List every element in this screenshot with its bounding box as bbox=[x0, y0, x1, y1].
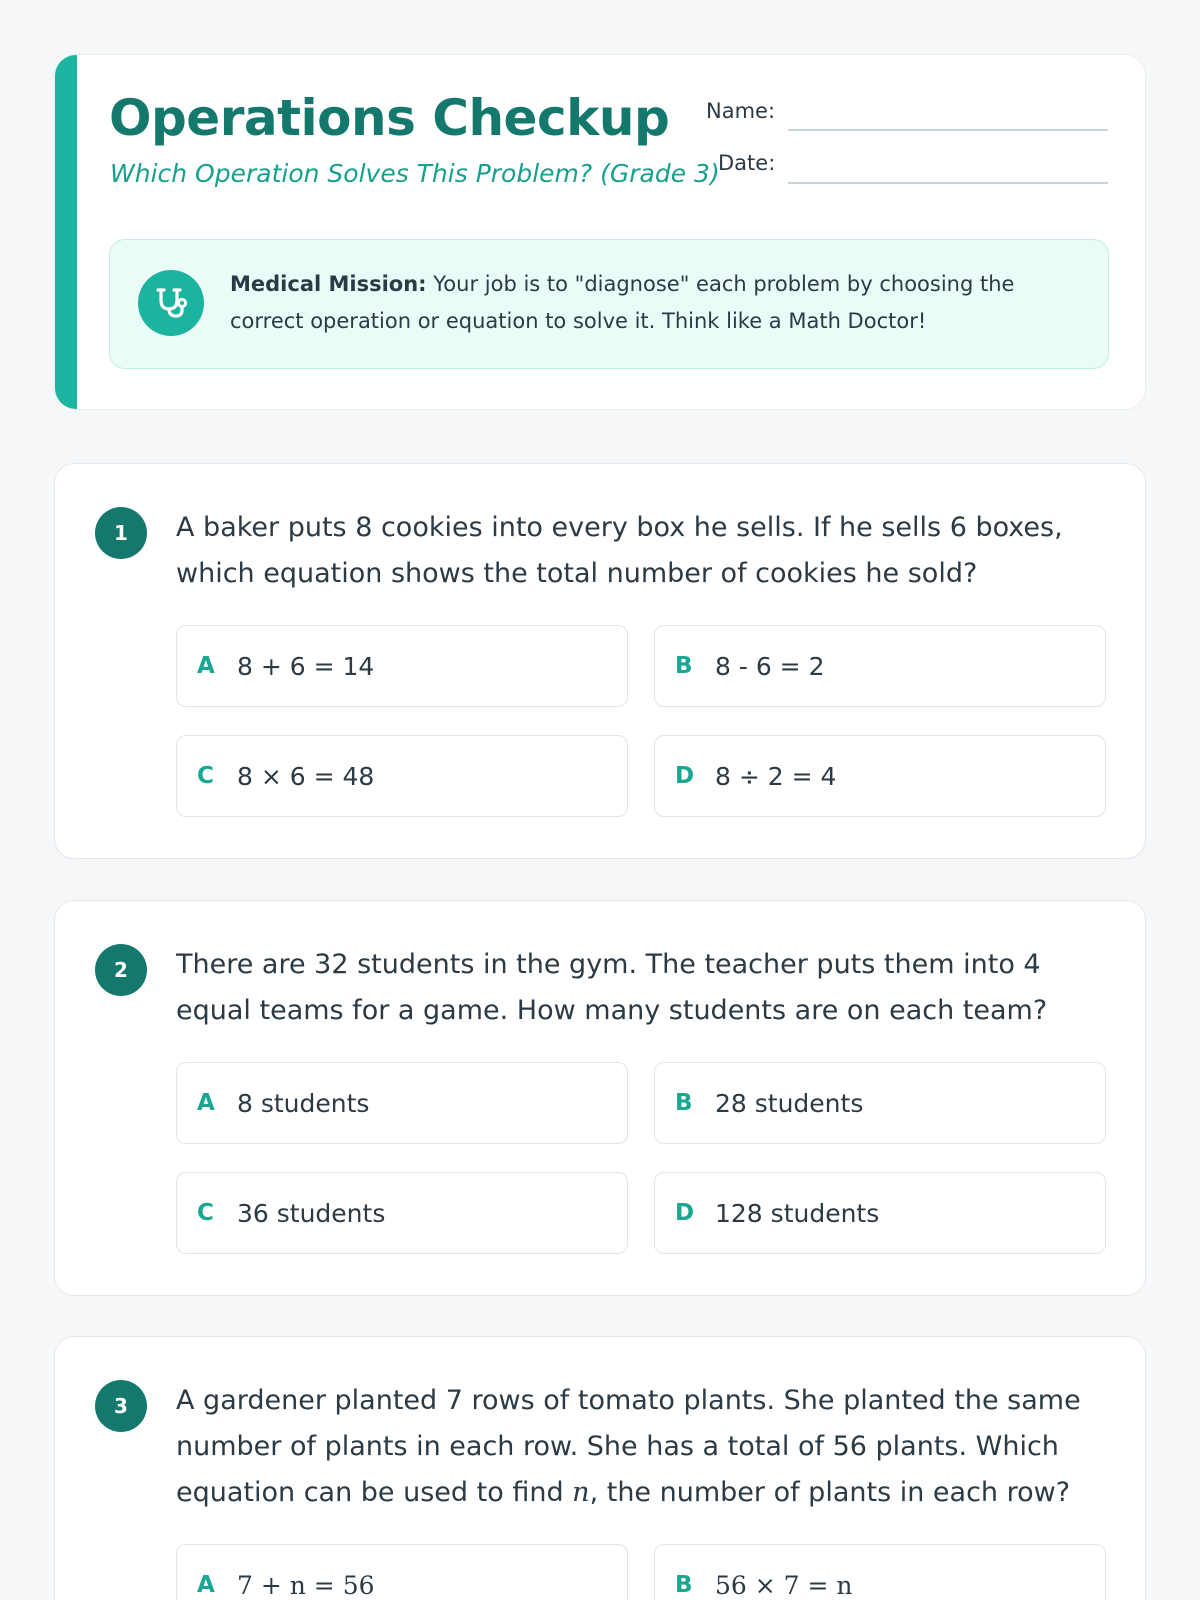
name-field[interactable] bbox=[788, 129, 1108, 131]
header-card bbox=[54, 54, 1146, 410]
option-letter: B bbox=[675, 1572, 693, 1598]
option-text: 56 × 7 = n bbox=[715, 1570, 853, 1600]
mission-label: Medical Mission: bbox=[230, 272, 427, 296]
option-letter: D bbox=[675, 763, 695, 789]
option-text: 7 + n = 56 bbox=[237, 1570, 375, 1600]
stethoscope-icon bbox=[138, 270, 204, 336]
option-a[interactable] bbox=[176, 625, 628, 707]
option-letter: B bbox=[675, 1090, 693, 1116]
option-text: 8 + 6 = 14 bbox=[237, 651, 375, 681]
question-card-2 bbox=[54, 900, 1146, 1296]
option-a[interactable] bbox=[176, 1062, 628, 1144]
date-label: Date: bbox=[718, 151, 776, 175]
page-subtitle: Which Operation Solves This Problem? (Grade 3) bbox=[110, 159, 720, 188]
question-number-badge: 1 bbox=[95, 507, 147, 559]
option-text: 8 × 6 = 48 bbox=[237, 761, 375, 791]
option-text: 128 students bbox=[715, 1198, 880, 1228]
option-letter: A bbox=[197, 653, 215, 679]
option-text: 28 students bbox=[715, 1088, 864, 1118]
option-letter: A bbox=[197, 1572, 215, 1598]
question-number-badge: 2 bbox=[95, 944, 147, 996]
question-card-1 bbox=[54, 463, 1146, 859]
option-text: 36 students bbox=[237, 1198, 386, 1228]
question-text-end: , the number of plants in each row? bbox=[589, 1477, 1071, 1508]
question-number-badge: 3 bbox=[95, 1380, 147, 1432]
option-letter: B bbox=[675, 653, 693, 679]
header-accent-bar bbox=[55, 55, 77, 409]
date-field[interactable] bbox=[788, 182, 1108, 184]
option-a[interactable] bbox=[176, 1544, 628, 1600]
option-d[interactable] bbox=[654, 1172, 1106, 1254]
option-d[interactable] bbox=[654, 735, 1106, 817]
question-text: There are 32 students in the gym. The teacher puts them into 4 equal teams for a game. How many students are on each team? bbox=[176, 949, 1048, 1026]
page-title: Operations Checkup bbox=[109, 89, 670, 147]
question-text bbox=[176, 1378, 1086, 1516]
question-card-3 bbox=[54, 1336, 1146, 1600]
variable-n: n bbox=[572, 1477, 590, 1508]
mission-body: Your job is to "diagnose" each problem by choosing the correct operation or equation to solve it. Think like a Math Doctor! bbox=[230, 272, 1015, 333]
mission-callout bbox=[109, 239, 1109, 369]
option-b[interactable] bbox=[654, 625, 1106, 707]
option-c[interactable] bbox=[176, 735, 628, 817]
option-c[interactable] bbox=[176, 1172, 628, 1254]
question-text: A baker puts 8 cookies into every box he sells. If he sells 6 boxes, which equation shows the total number of cookies he sold? bbox=[176, 512, 1063, 589]
option-text: 8 students bbox=[237, 1088, 370, 1118]
option-b[interactable] bbox=[654, 1062, 1106, 1144]
mission-text bbox=[230, 266, 1080, 340]
question-text-start: A gardener planted 7 rows of tomato plants. She planted the same number of plants in each row. She has a total of 56 plants. Which equation can be used to find bbox=[176, 1385, 1081, 1508]
option-b[interactable] bbox=[654, 1544, 1106, 1600]
option-letter: D bbox=[675, 1200, 695, 1226]
option-text: 8 ÷ 2 = 4 bbox=[715, 761, 837, 791]
option-letter: C bbox=[197, 1200, 214, 1226]
option-text: 8 - 6 = 2 bbox=[715, 651, 825, 681]
option-letter: A bbox=[197, 1090, 215, 1116]
option-letter: C bbox=[197, 763, 214, 789]
name-label: Name: bbox=[706, 99, 776, 123]
